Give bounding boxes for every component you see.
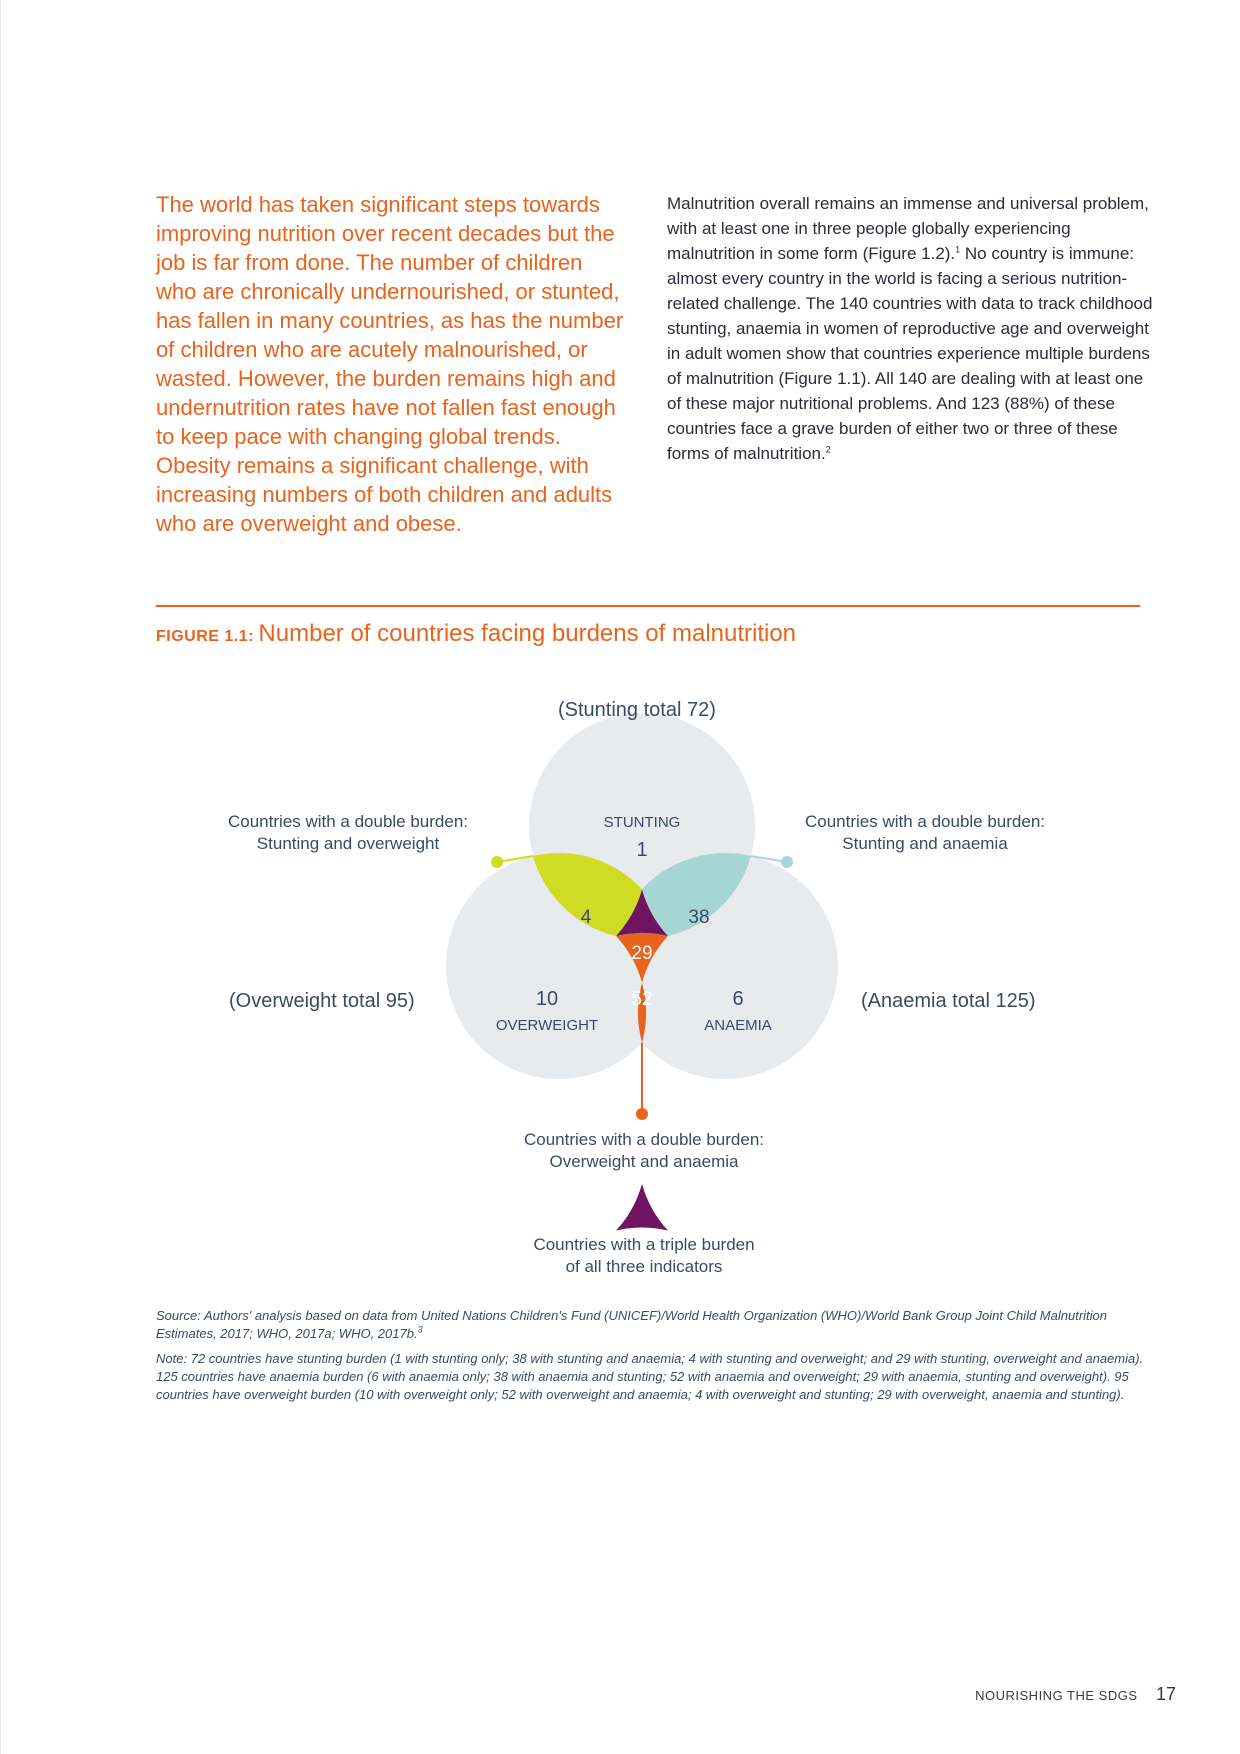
figure-note: Note: 72 countries have stunting burden (1 with stunting only; 38 with stunting and anaemia; 4 with stunting and overweight; and 29 with stunting, overweight and anaemia). 125 countries have anaemia burden (6 with anaemia only; 38 with anaemia and stunting; 52 with anaemia and overweight; 29 with anaemia, stunting and overweight). 95 countries have overweight burden (10 with overweight only; 52 with overweight and anaemia; 4 with overweight and stunting; 29 with overweight, anaemia and stunting).: [156, 1351, 1144, 1402]
stunting-total-label: (Stunting total 72): [558, 699, 716, 721]
triple-burden-legend-icon: [616, 1184, 668, 1231]
callout-overweight-anaemia-line2: Overweight and anaemia: [549, 1152, 739, 1171]
source-text: analysis based on data from United Nations Children's Fund (UNICEF)/World Health Organization (WHO)/World Bank Group Joint Child Malnutrition Estimates, 2017; WHO, 2017a; WHO, 2017b.: [156, 1308, 1107, 1341]
stunting-only-value: 1: [636, 839, 648, 861]
leader-stunting-anaemia-dot: [781, 856, 793, 868]
callout-stunting-anaemia-line2: Stunting and anaemia: [842, 834, 1008, 853]
stunting-anaemia-value: 38: [688, 907, 710, 928]
footer-title: NOURISHING THE SDGS: [975, 1688, 1138, 1703]
overweight-anaemia-value: 52: [631, 989, 653, 1010]
footnote-ref-2: 2: [825, 444, 831, 455]
page-footer: [975, 1684, 1176, 1705]
callout-stunting-anaemia-line1: Countries with a double burden:: [804, 812, 1046, 831]
callout-stunting-overweight-line2: Stunting and overweight: [256, 834, 440, 853]
footnote-ref-1: 1: [955, 244, 961, 255]
callout-stunting-overweight-line1: Countries with a double burden:: [227, 812, 469, 831]
callout-triple-line1: Countries with a triple burden: [533, 1235, 755, 1254]
stunting-set-label: STUNTING: [603, 814, 681, 831]
callout-stunting-anaemia: [770, 811, 1080, 855]
source-authors: Authors': [200, 1308, 252, 1323]
overweight-only-value: 10: [535, 988, 559, 1010]
body-part-1: Malnutrition overall remains an immense and universal problem, with at least one in three people globally experiencing malnutrition in some form (Figure 1.2).: [667, 194, 1149, 263]
callout-triple: [489, 1234, 799, 1278]
callout-overweight-anaemia-line1: Countries with a double burden:: [523, 1130, 765, 1149]
figure-label: FIGURE 1.1:: [156, 628, 254, 645]
overweight-set-label: OVERWEIGHT: [495, 1017, 599, 1034]
source-label: Source:: [156, 1308, 201, 1323]
callout-overweight-anaemia: [489, 1129, 799, 1173]
leader-stunting-overweight-dot: [491, 856, 503, 868]
source-footnote-ref: 3: [417, 1324, 423, 1335]
figure-title-text: Number of countries facing burdens of malnutrition: [258, 620, 797, 647]
figure-source: [156, 1307, 1146, 1411]
intro-text: The world has taken significant steps towards improving nutrition over recent decades but the job is far from done. The number of children who are chronically undernourished, or stunted, has fallen in many countries, as has the number of children who are acutely malnourished, or wasted. However, the burden remains high and undernutrition rates have not fallen fast enough to keep pace with changing global trends. Obesity remains a significant challenge, with increasing numbers of both children and adults who are overweight and obese.: [156, 192, 624, 536]
anaemia-only-value: 6: [732, 988, 744, 1010]
callout-stunting-overweight: [193, 811, 503, 855]
anaemia-total-label: (Anaemia total 125): [861, 990, 1036, 1012]
stunting-overweight-value: 4: [580, 907, 592, 928]
anaemia-set-label: ANAEMIA: [704, 1017, 772, 1034]
overweight-total-label: (Overweight total 95): [229, 990, 415, 1012]
triple-value: 29: [631, 943, 653, 964]
leader-overweight-anaemia-dot: [636, 1108, 648, 1120]
page-number: 17: [1155, 1684, 1176, 1704]
source-line: [156, 1307, 1146, 1343]
body-part-2: No country is immune: almost every country in the world is facing a serious nutrition-related challenge. The 140 countries with data to track childhood stunting, anaemia in women of reproductive age and overweight in adult women show that countries experience multiple burdens of malnutrition (Figure 1.1). All 140 are dealing with at least one of these major nutritional problems. And 123 (88%) of these countries face a grave burden of either two or three of these forms of malnutrition.: [667, 244, 1153, 463]
callout-triple-line2: of all three indicators: [565, 1257, 723, 1276]
